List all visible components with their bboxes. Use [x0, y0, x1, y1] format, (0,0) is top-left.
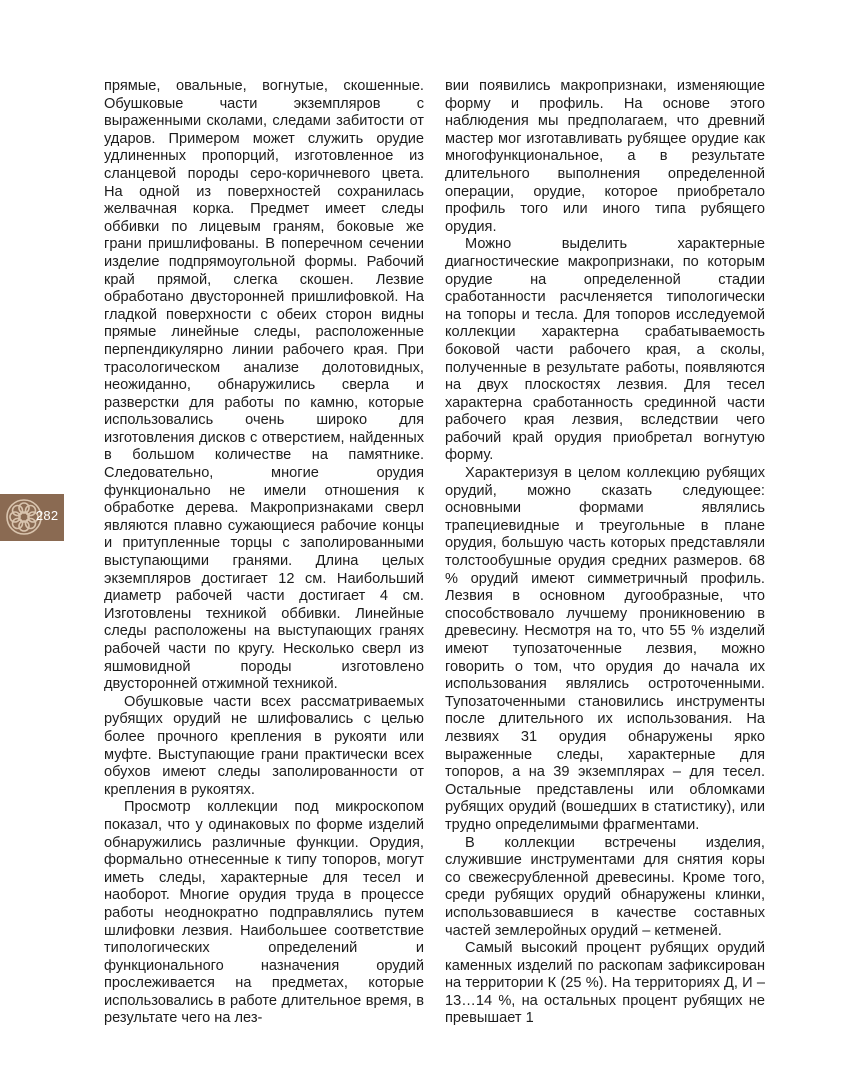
paragraph: Просмотр коллекции под микроскопом показал, что у одинаковых по форме изделий обнаружились различные функции. Орудия, формально отнесенные к типу топоров, могут иметь следы, характерные для тесел и наоборот. Многие орудия труда в процессе работы неоднократно подправлялись путем шлифовки лезвия. Наибольшее соответствие типологических определений и функционального назначения орудий прослеживается на предметах, которые использовались в работе длительное время, в результате чего на лез-: [104, 799, 424, 1027]
paragraph: Можно выделить характерные диагностические макропризнаки, по которым орудие на определенной стадии сработанности расчленяется типологически на топоры и тесла. Для топоров исследуемой коллекции характерна срабатываемость боковой части рабочего края, а сколы, полученные в результате работы, появляются на двух плоскостях лезвия. Для тесел характерна сработанность срединной части рабочего края лезвия, вследствии чего рабочий край орудия приобретал вогнутую форму.: [445, 236, 765, 464]
page-number: 282: [36, 508, 59, 523]
paragraph: прямые, овальные, вогнутые, скошенные. Обушковые части экземпляров с выраженными сколами, следами забитости от ударов. Примером может служить орудие удлиненных пропорций, изготовленное из сланцевой породы серо-коричневого цвета. На одной из поверхностей сохранилась желвачная корка. Предмет имеет следы оббивки по лицевым граням, боковые же грани пришлифованы. В поперечном сечении изделие подпрямоугольной формы. Рабочий край прямой, слегка скошен. Лезвие обработано двусторонней пришлифовкой. На гладкой поверхности с обеих сторон видны прямые линейные следы, расположенные перпендикулярно линии рабочего края. При трасологическом анализе долотовидных, неожиданно, обнаружились сверла и разверстки для работы по камню, которые использовались очень широко для изготовления дисков с отверстием, найденных в большом количестве на памятнике. Следовательно, многие орудия функционально не имели отношения к обработке дерева. Макропризнаками сверл являются плавно сужающиеся рабочие концы и притупленные торцы с заполированными выступающими гранями. Длина целых экземпляров достигает 12 см. Наибольший диаметр рабочей части достигает 4 см. Изготовлены техникой оббивки. Линейные следы расположены на выступающих гранях рабочей части по кругу. Несколько сверл из яшмовидной породы изготовлено двусторонней отжимной техникой.: [104, 78, 424, 693]
page-number-marker: [0, 494, 64, 541]
right-column: [445, 78, 765, 1028]
paragraph: вии появились макропризнаки, изменяющие форму и профиль. На основе этого наблюдения мы предполагаем, что древний мастер мог изготавливать рубящее орудие как многофункциональное, а в результате длительного выполнения определенной операции, орудие, которое приобретало профиль того или иного типа рубящего орудия.: [445, 78, 765, 235]
paragraph: Самый высокий процент рубящих орудий каменных изделий по раскопам зафиксирован на территории К (25 %). На территориях Д, И – 13…14 %, на остальных процент рубящих не превышает 1: [445, 940, 765, 1027]
paragraph: Обушковые части всех рассматриваемых рубящих орудий не шлифовались с целью более прочного крепления в рукояти или муфте. Выступающие грани практически всех обухов имеют следы заполированности от крепления в рукоятях.: [104, 693, 424, 798]
paragraph: Характеризуя в целом коллекцию рубящих орудий, можно сказать следующее: основными формами являлись трапециевидные и треугольные в плане орудия, большую часть которых представляли толстообушные орудия средних размеров. 68 % орудий имеют симметричный профиль. Лезвия в основном дугообразные, что способствовало лучшему проникновению в древесину. Несмотря на то, что 55 % изделий имеют тупозаточенные лезвия, можно говорить о том, что орудия до начала их использования являлись остроточенными. Тупозаточенными становились инструменты после длительного их использования. На лезвиях 31 орудия обнаружены ярко выраженные следы, характерные для топоров, а на 39 экземплярах – для тесел. Остальные представлены или обломками рубящих орудий (вошедших в статистику), или трудно определимыми фрагментами.: [445, 465, 765, 833]
left-column: [104, 78, 424, 1028]
paragraph: В коллекции встречены изделия, служившие инструментами для снятия коры со свежесрубленной древесины. Кроме того, среди рубящих орудий обнаружены клинки, использовавшиеся в качестве составных частей землеройных орудий – кетменей.: [445, 834, 765, 939]
